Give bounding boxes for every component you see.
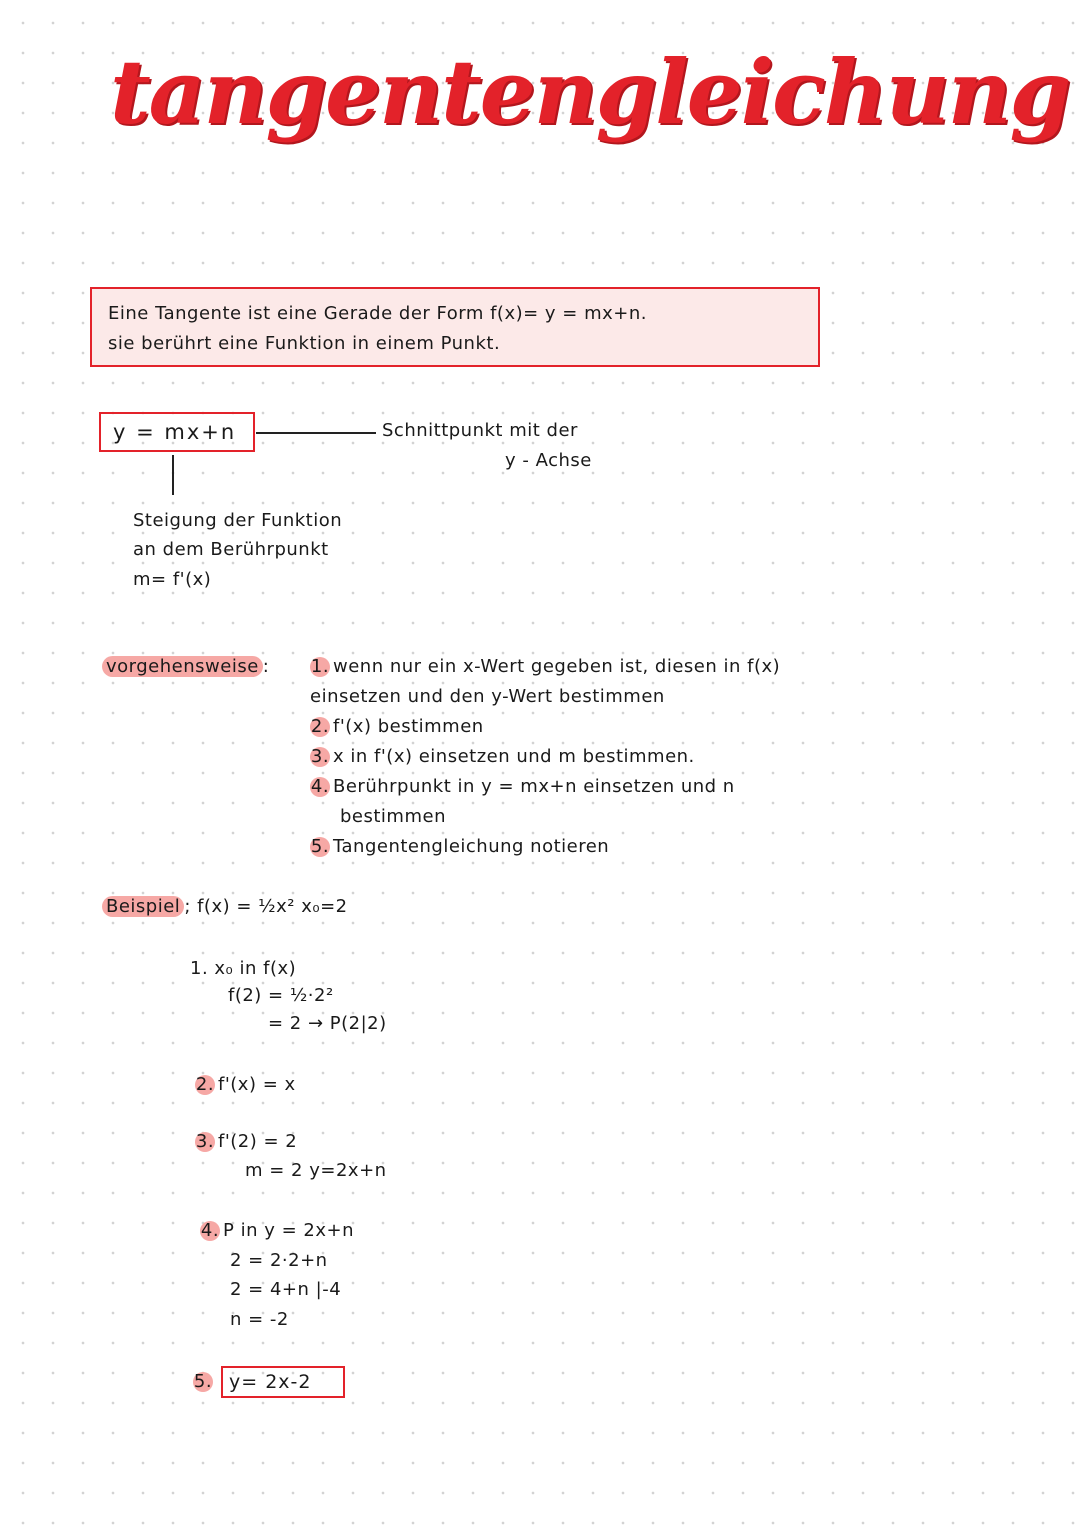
step-number: 4.	[310, 776, 330, 797]
slope-formula: m= f'(x)	[133, 569, 212, 590]
example-step-1-line-2: f(2) = ½·2²	[228, 985, 334, 1006]
step-text: f'(x) bestimmen	[333, 716, 484, 737]
step-number: 3.	[310, 746, 330, 767]
step-number: 2.	[310, 716, 330, 737]
connector-line-horizontal	[256, 432, 376, 434]
definition-box	[90, 287, 820, 367]
step-text: f'(x) = x	[218, 1074, 296, 1095]
procedure-step	[310, 656, 780, 677]
intercept-label-line-1: Schnittpunkt mit der	[382, 420, 578, 441]
intercept-label-line-2: y - Achse	[505, 450, 592, 471]
example-step-4-line-3: 2 = 4+n |-4	[230, 1279, 342, 1300]
step-number: 4.	[200, 1220, 220, 1241]
example-step-4-line-2: 2 = 2·2+n	[230, 1250, 328, 1271]
result-box: y= 2x-2	[221, 1366, 345, 1398]
procedure-step	[310, 716, 484, 737]
example-step-3-line-1	[195, 1131, 297, 1152]
step-text: Berührpunkt in y = mx+n einsetzen und n	[333, 776, 735, 797]
example-heading	[102, 896, 348, 917]
example-step-5	[193, 1371, 216, 1392]
definition-line-1: Eine Tangente ist eine Gerade der Form f(x)= y = mx+n.	[108, 303, 648, 324]
definition-line-2: sie berührt eine Funktion in einem Punkt.	[108, 333, 501, 354]
procedure-label: vorgehensweise	[102, 656, 263, 677]
step-text: einsetzen und den y-Wert bestimmen	[310, 686, 665, 707]
example-function: ; f(x) = ½x² x₀=2	[184, 896, 348, 917]
step-number: 1.	[310, 656, 330, 677]
page-title: tangentengleichung	[110, 40, 1070, 144]
example-label: Beispiel	[102, 896, 184, 917]
procedure-step	[310, 746, 695, 767]
slope-label-line-2: an dem Berührpunkt	[133, 539, 329, 560]
step-text: Tangentengleichung notieren	[333, 836, 610, 857]
example-step-2	[195, 1074, 296, 1095]
example-step-1-line-1: 1. x₀ in f(x)	[190, 958, 297, 979]
connector-line-vertical	[172, 455, 174, 495]
step-number: 5.	[193, 1371, 213, 1392]
example-step-4-line-4: n = -2	[230, 1309, 289, 1330]
step-text: x in f'(x) einsetzen und m bestimmen.	[333, 746, 695, 767]
formula-box: y = mx+n	[99, 412, 255, 452]
procedure-step	[310, 776, 735, 797]
example-step-3-line-2: m = 2 y=2x+n	[245, 1160, 387, 1181]
example-step-4-line-1	[200, 1220, 354, 1241]
procedure-colon: :	[262, 656, 270, 677]
procedure-step	[340, 806, 446, 827]
procedure-heading	[102, 656, 269, 677]
step-text: wenn nur ein x-Wert gegeben ist, diesen in f(x)	[333, 656, 781, 677]
step-number: 5.	[310, 836, 330, 857]
procedure-step	[310, 686, 665, 707]
step-text: bestimmen	[340, 806, 446, 827]
slope-label-line-1: Steigung der Funktion	[133, 510, 343, 531]
procedure-step	[310, 836, 609, 857]
step-number: 3.	[195, 1131, 215, 1152]
step-text: P in y = 2x+n	[223, 1220, 354, 1241]
step-text: f'(2) = 2	[218, 1131, 298, 1152]
step-number: 2.	[195, 1074, 215, 1095]
example-step-1-line-3: = 2 → P(2|2)	[268, 1013, 387, 1034]
